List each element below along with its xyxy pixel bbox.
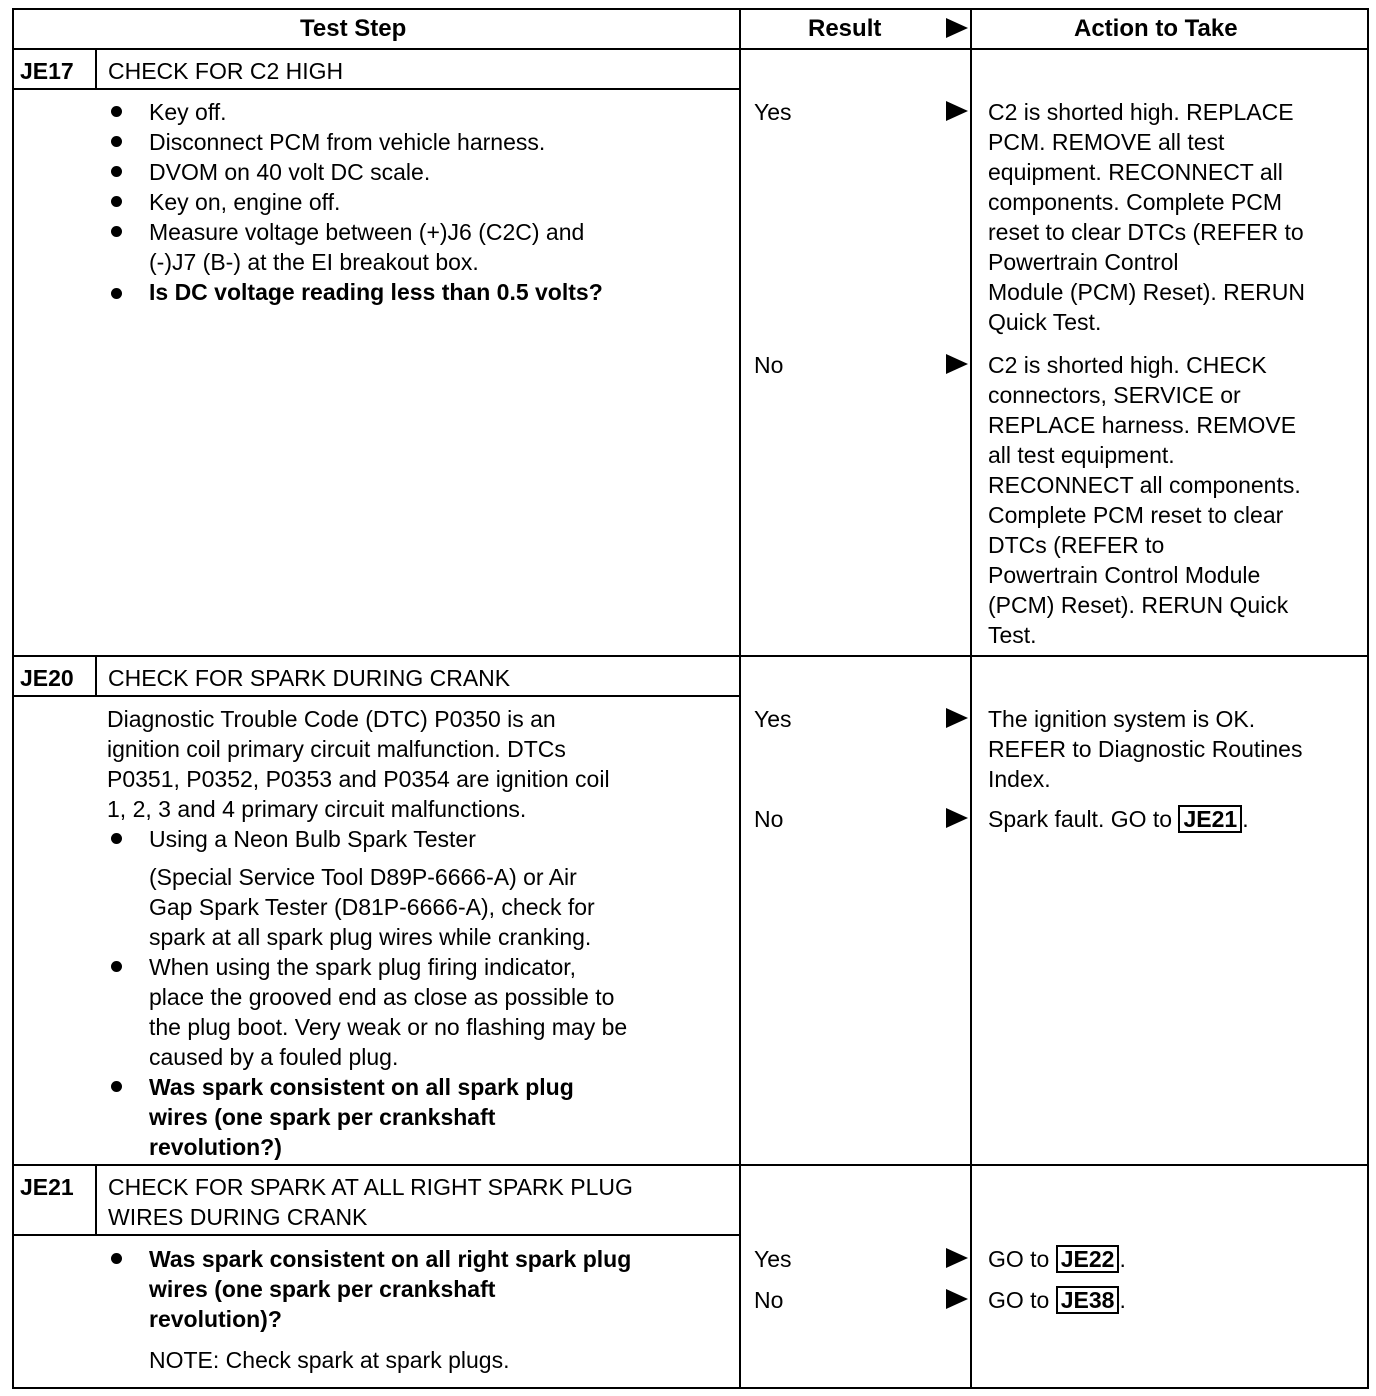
header-test-step: Test Step	[300, 15, 407, 42]
step-line: DVOM on 40 volt DC scale.	[149, 159, 431, 185]
step-line: Key on, engine off.	[149, 189, 341, 215]
title-underline	[12, 695, 739, 697]
table-bottom-border	[12, 1387, 1369, 1389]
result-yes: Yes	[754, 1246, 792, 1272]
step-line: Key off.	[149, 99, 227, 125]
step-instructions	[149, 97, 603, 307]
step-line: Measure voltage between (+)J6 (C2C) and	[149, 219, 585, 245]
bullet-icon	[111, 1253, 122, 1264]
bullet-icon	[111, 833, 122, 844]
column-divider-result	[739, 8, 741, 1389]
step-reference-link[interactable]: JE22	[1056, 1245, 1120, 1273]
step-code: JE21	[20, 1174, 74, 1200]
action-yes: GO to JE22 .	[988, 1246, 1126, 1272]
action-yes: C2 is shorted high. REPLACE PCM. REMOVE all test equipment. RECONNECT all components. Complete PCM reset to clear DTCs (REFER to Powertrain Control Module (PCM) Reset). RERUN Quick Test.	[988, 99, 1305, 335]
step-instructions: When using the spark plug firing indicator, place the grooved end as close as possible to the plug boot. Very weak or no flashing may be caused by a fouled plug.	[149, 954, 628, 1070]
result-no: No	[754, 1287, 784, 1313]
step-question: Was spark consistent on all right spark plug wires (one spark per crankshaft revolution)?	[149, 1246, 632, 1332]
step-question: Is DC voltage reading less than 0.5 volts?	[149, 279, 603, 305]
bullet-icon	[111, 166, 122, 177]
action-no: Spark fault. GO to JE21 .	[988, 806, 1249, 832]
row-divider	[12, 1164, 1369, 1166]
arrow-icon	[946, 808, 968, 828]
arrow-icon	[946, 101, 968, 121]
action-yes: The ignition system is OK. REFER to Diagnostic Routines Index.	[988, 706, 1303, 792]
header-divider	[12, 48, 1369, 50]
step-line: Disconnect PCM from vehicle harness.	[149, 129, 546, 155]
step-code: JE17	[20, 58, 74, 84]
step-note: NOTE: Check spark at spark plugs.	[149, 1347, 510, 1373]
bullet-icon	[111, 226, 122, 237]
step-instructions: (Special Service Tool D89P-6666-A) or Air Gap Spark Tester (D81P-6666-A), check for spark at all spark plug wires while cranking.	[149, 864, 595, 950]
step-line: Using a Neon Bulb Spark Tester	[149, 826, 476, 852]
table-top-border	[12, 8, 1369, 10]
result-no: No	[754, 352, 784, 378]
header-action: Action to Take	[1074, 15, 1238, 42]
table-left-border	[12, 8, 14, 1389]
step-question: Was spark consistent on all spark plug wires (one spark per crankshaft revolution?)	[149, 1074, 574, 1160]
step-reference-link[interactable]: JE21	[1178, 805, 1242, 833]
bullet-icon	[111, 196, 122, 207]
bullet-icon	[111, 288, 122, 299]
code-divider	[95, 1164, 97, 1236]
arrow-icon	[946, 1248, 968, 1268]
result-no: No	[754, 806, 784, 832]
result-yes: Yes	[754, 99, 792, 125]
result-yes: Yes	[754, 706, 792, 732]
action-no: GO to JE38 .	[988, 1287, 1126, 1313]
column-divider-action	[970, 8, 972, 1389]
arrow-icon	[946, 708, 968, 728]
step-title: CHECK FOR SPARK DURING CRANK	[108, 665, 511, 691]
step-reference-link[interactable]: JE38	[1056, 1286, 1120, 1314]
arrow-icon	[946, 354, 968, 374]
row-divider	[12, 655, 1369, 657]
bullet-icon	[111, 1081, 122, 1092]
arrow-icon	[946, 1289, 968, 1309]
step-code: JE20	[20, 665, 74, 691]
step-intro: Diagnostic Trouble Code (DTC) P0350 is an ignition coil primary circuit malfunction. DTCs P0351, P0352, P0353 and P0354 are ignition coil 1, 2, 3 and 4 primary circuit malfunctions.	[107, 706, 610, 822]
table-right-border	[1367, 8, 1369, 1389]
header-result: Result	[808, 15, 882, 42]
title-underline	[12, 1234, 739, 1236]
bullet-icon	[111, 961, 122, 972]
header-arrow-icon	[946, 18, 968, 38]
code-divider	[95, 48, 97, 90]
step-title: CHECK FOR SPARK AT ALL RIGHT SPARK PLUG WIRES DURING CRANK	[108, 1174, 633, 1230]
action-no: C2 is shorted high. CHECK connectors, SERVICE or REPLACE harness. REMOVE all test equipment. RECONNECT all components. Complete PCM reset to clear DTCs (REFER to Powertrain Control Module (PCM) Reset). RERUN Quick Test.	[988, 352, 1301, 648]
bullet-icon	[111, 136, 122, 147]
bullet-icon	[111, 106, 122, 117]
step-line: (-)J7 (B-) at the EI breakout box.	[149, 249, 479, 275]
code-divider	[95, 655, 97, 697]
step-title: CHECK FOR C2 HIGH	[108, 58, 344, 84]
title-underline	[12, 88, 739, 90]
